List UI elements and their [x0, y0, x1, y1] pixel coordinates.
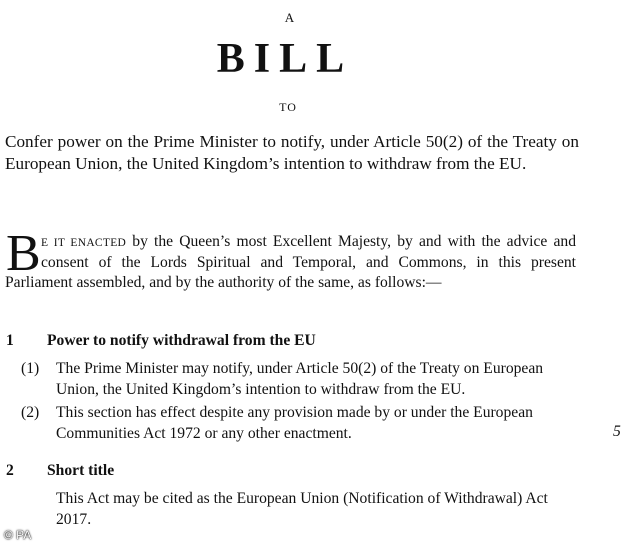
margin-line-number: 5: [613, 423, 621, 440]
section-2-heading: Short title: [47, 462, 115, 479]
subsection-1-text: The Prime Minister may notify, under Article 50(2) of the Treaty on European Union, the United Kingdom’s intention to withdraw from the EU.: [56, 360, 544, 398]
enacting-line-1-text: by the Queen’s most Excellent Majesty, by and with the advice and: [126, 233, 576, 250]
subsection-2-number: (2): [21, 404, 40, 421]
section-1-heading: Power to notify withdrawal from the EU: [47, 332, 316, 349]
bill-title: BILL: [216, 36, 354, 82]
long-title: Confer power on the Prime Minister to notify, under Article 50(2) of the Treaty on European Union, the United Kingdom’s intention to withdraw from the EU.: [5, 132, 579, 173]
section-2-number: 2: [6, 462, 14, 479]
article-a: A: [284, 10, 296, 25]
section-1-number: 1: [6, 332, 14, 349]
enacting-line-3: Parliament assembled, and by the authority of the same, as follows:—: [5, 274, 442, 291]
enacting-line-2: consent of the Lords Spiritual and Temporal, and Commons, in this present: [41, 254, 576, 271]
enacting-small-caps: E IT ENACTED: [41, 237, 127, 249]
drop-cap: B: [6, 225, 41, 282]
section-2-text: This Act may be cited as the European Union (Notification of Withdrawal) Act 2017.: [56, 490, 548, 528]
subsection-2-text: This section has effect despite any provision made by or under the European Communities Act 1972 or any other enactment.: [56, 404, 533, 442]
subsection-1-number: (1): [21, 360, 40, 377]
enacting-line-1: [5, 232, 576, 253]
photo-credit: © PA: [4, 528, 32, 542]
to-heading: TO: [279, 100, 297, 114]
